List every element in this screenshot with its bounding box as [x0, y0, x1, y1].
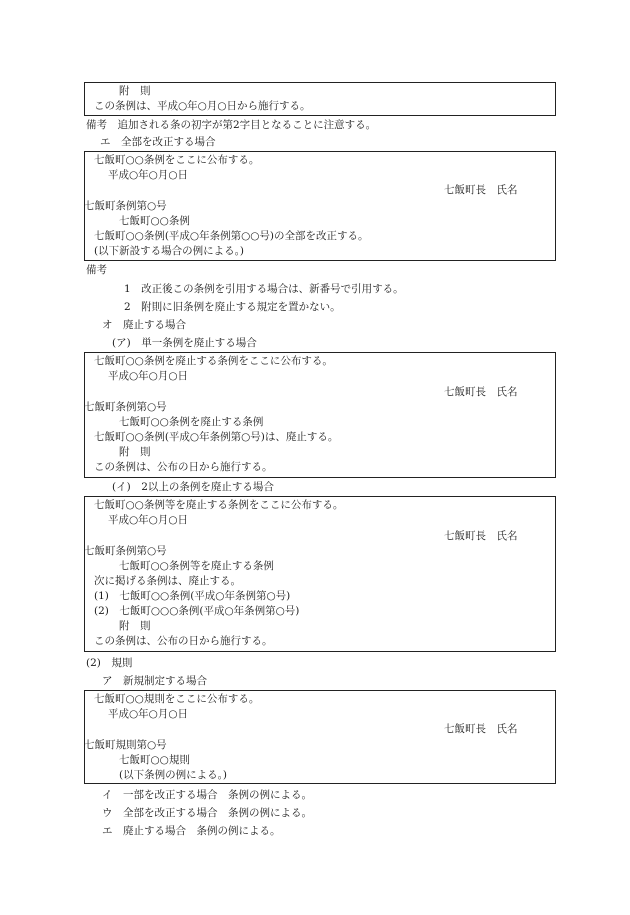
note-heading: 備考	[86, 264, 107, 276]
repealed-item-1: (1) 七飯町○○条例(平成○年条例第○号)	[94, 590, 291, 602]
signer-text: 七飯町長 氏名	[444, 386, 518, 398]
ordinance-title: 七飯町○○条例	[119, 215, 190, 227]
effective-date-clause: この条例は、平成○年○月○日から施行する。	[94, 100, 311, 112]
subsection-heading-multi-repeal: (イ) 2以上の条例を廃止する場合	[112, 481, 274, 493]
date-text: 平成○年○月○日	[108, 370, 188, 382]
promulgation-text: 七飯町○○規則をここに公布する。	[94, 693, 260, 705]
repealed-item-2: (2) 七飯町○○○条例(平成○年条例第○号)	[94, 605, 300, 617]
ordinance-body: 七飯町○○条例(平成○年条例第○○号)の全部を改正する。	[94, 230, 369, 242]
effective-date-clause: この条例は、公布の日から施行する。	[94, 461, 273, 473]
signer-text: 七飯町長 氏名	[444, 184, 518, 196]
promulgation-text: 七飯町○○条例を廃止する条例をここに公布する。	[94, 355, 333, 367]
subsection-heading-new-rules: ア 新規制定する場合	[102, 675, 207, 687]
section-heading-repeal: オ 廃止する場合	[102, 319, 186, 331]
ordinance-title: 七飯町○○条例等を廃止する条例	[119, 560, 274, 572]
rules-repeal: エ 廃止する場合 条例の例による。	[102, 825, 281, 837]
ordinance-number: 七飯町条例第○号	[84, 545, 167, 557]
fusoku-heading: 附 則	[119, 620, 151, 632]
fusoku-heading: 附 則	[119, 446, 151, 458]
section-heading-full-revision: エ 全部を改正する場合	[100, 136, 216, 148]
ordinance-body: 次に掲げる条例は、廃止する。	[94, 575, 241, 587]
ordinance-body: 七飯町○○条例(平成○年条例第○号)は、廃止する。	[94, 431, 339, 443]
section-heading-rules: (2) 規則	[86, 657, 133, 669]
promulgation-text: 七飯町○○条例等を廃止する条例をここに公布する。	[94, 499, 344, 511]
rule-title: 七飯町○○規則	[119, 754, 190, 766]
signer-text: 七飯町長 氏名	[444, 530, 518, 542]
note-item-1: 1 改正後この条例を引用する場合は、新番号で引用する。	[124, 283, 404, 295]
note-item-2: 2 附則に旧条例を廃止する規定を置かない。	[124, 301, 341, 313]
promulgation-text: 七飯町○○条例をここに公布する。	[94, 154, 260, 166]
rule-rest: (以下条例の例による。)	[119, 769, 227, 781]
ordinance-rest: (以下新設する場合の例による。)	[94, 245, 244, 257]
effective-date-clause: この条例は、公布の日から施行する。	[94, 635, 273, 647]
note-initial-char: 備考 追加される条の初字が第2字目となることに注意する。	[86, 119, 377, 131]
fusoku-heading: 附 則	[119, 85, 151, 97]
subsection-heading-single-repeal: (ア) 単一条例を廃止する場合	[112, 337, 257, 349]
date-text: 平成○年○月○日	[108, 169, 188, 181]
date-text: 平成○年○月○日	[108, 514, 188, 526]
rules-partial-revision: イ 一部を改正する場合 条例の例による。	[102, 789, 312, 801]
date-text: 平成○年○月○日	[108, 708, 188, 720]
ordinance-title: 七飯町○○条例を廃止する条例	[119, 416, 264, 428]
signer-text: 七飯町長 氏名	[444, 723, 518, 735]
ordinance-number: 七飯町条例第○号	[84, 401, 167, 413]
ordinance-number: 七飯町条例第○号	[84, 200, 167, 212]
rules-full-revision: ウ 全部を改正する場合 条例の例による。	[102, 807, 312, 819]
rule-number: 七飯町規則第○号	[84, 739, 167, 751]
